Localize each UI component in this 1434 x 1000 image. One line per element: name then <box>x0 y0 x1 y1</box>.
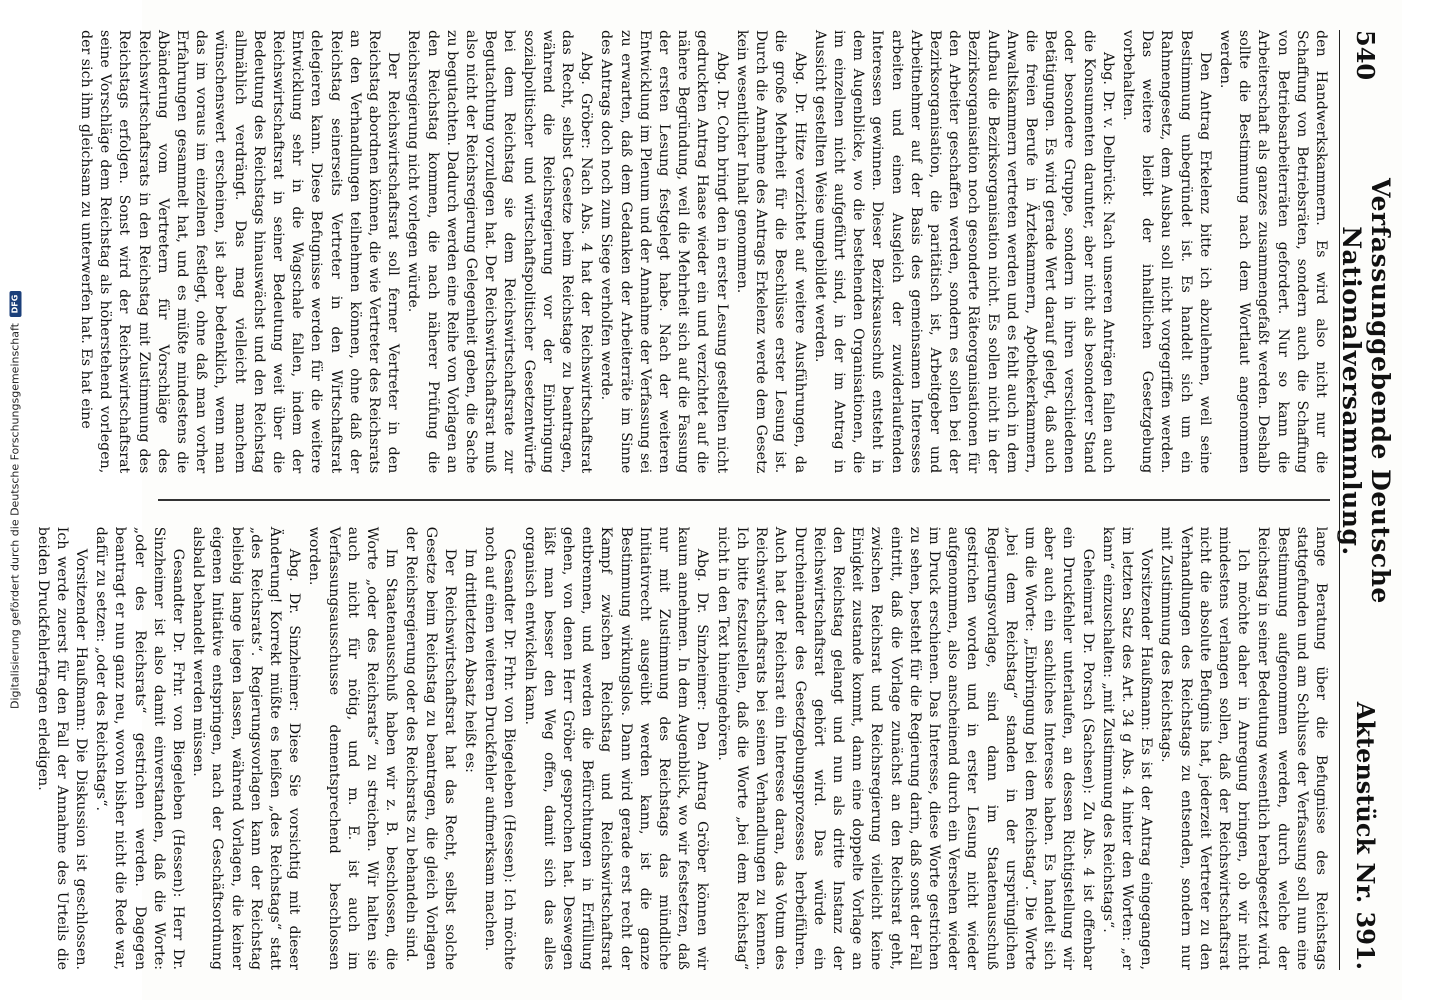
page-number: 540 <box>1351 30 1381 81</box>
paragraph: Abg. Dr. Hitze verzichtet auf weitere Ausführungen, da die große Mehrheit für die Beschlüsse erster Lesung ist. Durch die Annahme des Antrags Erkelenz werde dem Gesetz kein wesentlicher Inhalt genommen. <box>733 30 808 474</box>
paragraph: Gesandter Dr. Frhr. von Biegeleben (Hessen): Ich möchte noch auf einen weiteren Druckfehler aufmerksam machen. <box>482 526 518 970</box>
paragraph: Im Staatenausschuß haben wir z. B. beschlossen, die Worte „oder des Reichsrats“ zu streichen. Wir halten sie auch nicht für nötig, und m. E. ist auch im Verfassungsausschusse dementsprechend beschlossen worden. <box>306 526 400 970</box>
paragraph: Ich möchte daher in Anregung bringen, ob wir nicht mindestens verlangen sollen, daß der Reichswirtschaftsrat nicht die absolute Befugnis hat, jederzeit Vertreter zu den Verhandlungen des Reichstags zu entsenden, sondern nur mit Zustimmung des Reichstags. <box>1158 526 1252 970</box>
document-id: Aktenstück Nr. 391. <box>1351 701 1381 970</box>
paragraph: Abg. Dr. Cohn bringt den in erster Lesung gestellten nicht gedruckten Antrag Haase wieder ein und verzichtet auf die nähere Begründung, weil die Mehrheit sich auf die Fassung der ersten Lesung festgelegt habe. Nach der weiteren Entwicklung im Plenum und der Annahme der Verfassung sei zu erwarten, daß dem Gedanken der Arbeiterräte im Sinne des Antrags doch noch zum Siege verholfen werde. <box>598 30 730 474</box>
paragraph: Abg. Dr. Sinzheimer: Diese Sie vorsichtig mit dieser Änderung! Korrekt müßte es heißen „des Reichstags“ statt „des Reichsrats“. Regierungsvorlagen kann der Reichstag beliebig lange liegen lassen, während Vorlagen, die keiner eigenen Initiative entspringen, nach der Geschäftsordnung alsbald behandelt werden müssen. <box>190 526 303 970</box>
paragraph: Abg. Gröber: Nach Abs. 4 hat der Reichswirtschaftsrat das Recht, selbst Gesetze beim Reichstage zu beantragen, während die Reichsregierung vor der Einbringung sozialpolitischer und wirtschaftspolitischer Gesetzentwürfe bei dem Reichstag sie dem Reichswirtschaftsrate zur Begutachtung vorzulegen hat. Der Reichswirtschaftsrat muß also nicht der Reichsregierung Gelegenheit geben, die Sache zu begutachten. Dadurch werden eine Reihe von Vorlagen an den Reichstag kommen, die nach näherer Prüfung die Reichsregierung nicht vorlegen würde. <box>405 30 595 474</box>
credit-text: Digitalisierung gefördert durch die Deutsche Forschungsgemeinschaft <box>8 323 22 709</box>
paragraph: Im drittletzten Absatz heißt es: <box>462 548 479 773</box>
text-columns <box>34 30 1330 970</box>
paragraph: den Handwerkskammern. Es wird also nicht nur die Schaffung von Betriebsräten, sondern auch die Schaffung von Betriebsarbeiterräten gefordert. Nur so kann die Arbeiterschaft als ganzes zusammengefaßt werden. Deshalb sollte die Bestimmung nach dem Wortlaut angenommen werden. <box>1216 30 1329 474</box>
dfg-logo: DFG <box>9 291 21 317</box>
page-header <box>1337 30 1395 970</box>
right-column <box>34 526 1330 970</box>
paragraph: Geheimrat Dr. Porsch (Sachsen): Zu Abs. 4 ist offenbar ein Druckfehler unterlaufen, an dessen Richtigstellung wir aber auch ein sachliches Interesse haben. Es handelt sich um die Worte: „Einbringung bei dem Reichstag“. Die Worte „bei dem Reichstag“ standen in der ursprünglichen Regierungsvorlage, sind dann im Staatenausschuß gestrichen worden und in erster Lesung nicht wieder aufgenommen, also anscheinend durch ein Versehen wieder im Druck erschienen. Das Interesse, diese Worte gestrichen zu sehen, besteht für die Regierung darin, daß sonst der Fall eintritt, daß die Vorlage zunächst an den Reichsrat geht, zwischen Reichsrat und Reichsregierung vielleicht keine Einigkeit zustande kommt, dann eine doppelte Vorlage an den Reichstag gelangt und nun als dritte Instanz der Reichswirtschaftsrat gehört wird. Das würde ein Durcheinander des Gesetzgebungsprozesses herbeiführen. Auch hat der Reichsrat ein Interesse daran, das Votum des Reichswirtschaftsrats bei seinen Verhandlungen zu kennen. Ich bitte festzustellen, daß die Worte „bei dem Reichstag“ nicht in den Text hineingehören. <box>714 526 1096 970</box>
paragraph: Der Reichswirtschaftsrat hat das Recht, selbst solche Gesetze beim Reichstag zu beantragen, die gleich Vorlagen der Reichsregierung oder des Reichsrats zu behandeln sind. <box>403 526 458 970</box>
running-head: Verfassunggebende Deutsche Nationalversammlung. <box>1337 178 1395 604</box>
paragraph: Vorsitzender Haußmann: Die Diskussion ist geschlossen. Ich werde zuerst für den Fall der Annahme des Urteils die beiden Druckfehlerfragen erledigen. <box>34 526 89 970</box>
paragraph: Abg. Dr. Sinzheimer: Den Antrag Gröber können wir kaum annehmen. In dem Augenblick, wo wir festsetzen, daß nur mit Zustimmung des Reichstags das mündliche Initiativrecht ausgeübt werden kann, ist die ganze Bestimmung wirkungslos. Dann wird gerade erst recht der Kampf zwischen Reichstag und Reichswirtschaftsrat entbrennen, und werden die Befürchtungen in Erfüllung gehen, von denen Herr Gröber gesprochen hat. Deswegen läßt man besser den Weg offen, damit sich das alles organisch entwickeln kann. <box>521 526 711 970</box>
scanned-page-area <box>34 0 1434 1000</box>
left-column <box>78 30 1330 474</box>
paragraph: Abg. Dr. v. Delbrück: Nach unseren Anträgen fallen auch die Konsumenten darunter, aber nicht als besonderer Stand oder besondere Gruppe, sondern in ihren verschiedenen Betätigungen. Es wird gerade Wert darauf gelegt, daß auch die freien Berufe in Ärztekammern, Apothekerkammern, Anwaltskammern vertreten werden und es fehlt auch in dem Aufbau die Bezirksorganisation nicht. Es sollen nicht in der Bezirksorganisation noch gesonderte Räteorganisationen für den Arbeiter geschaffen werden, sondern es sollen bei der Bezirksorganisation, die paritätisch ist, Arbeitgeber und Arbeitnehmer auf der Basis des gemeinsamen Interesses arbeiten und einen Ausgleich der zuwiderlaufenden Interessen gewinnen. Dieser Bezirksausschuß entsteht in dem Augenblicke, wo die bestehenden Organisationen, die im einzelnen nicht aufgeführt sind, in der im Antrag in Aussicht gestellten Weise umgebildet werden. <box>811 30 1116 474</box>
paragraph: Der Reichswirtschaftsrat soll ferner Vertreter in den Reichstag abordnen können, die wie Vertreter des Reichsrats an den Verhandlungen teilnehmen können, ohne daß der Reichstag seinerseits Vertreter in den Wirtschaftsrat delegieren kann. Diese Befugnisse werden für die weitere Entwicklung sehr in die Wagschale fallen, indem der Reichswirtschaftsrat in seiner Bedeutung weit über die Bedeutung des Reichstags hinauswächst und den Reichstag allmählich verdrängt. Das mag vielleicht manchem wünschenswert erscheinen, ist aber bedenklich, wenn man das im voraus im einzelnen festlegt, ohne daß man vorher Erfahrungen gesammelt hat, und es müßte mindestens die Abänderung vom Vertretern für Vorschläge des Reichswirtschaftsrats in den Reichstag mit Zustimmung des Reichstags erfolgen. Sonst wird der Reichswirtschaftsrat seine Vorschläge dem Reichstag als höherstehend vorlegen, der sich ihm gleichsam zu unterwerfen hat. Es hat eine <box>78 30 402 474</box>
paragraph: Vorsitzender Haußmann: Es ist der Antrag eingegangen, im letzten Satz des Art. 34 g Abs. 4 hinter den Worten: „er kann“ einzuschalten: „mit Zustimmung des Reichstags“. <box>1099 526 1155 970</box>
column-rule <box>158 499 1330 501</box>
paragraph: lange Beratung über die Befugnisse des Reichstags stattgefunden und am Schlusse der Verfassung soll nun eine Bestimmung aufgenommen werden, durch welche der Reichstag in seiner Bedeutung wesentlich herabgesetzt wird. <box>1255 526 1329 970</box>
digitization-credit <box>4 6 26 994</box>
document-page <box>34 0 1402 1000</box>
paragraph: Den Antrag Erkelenz bitte ich abzulehnen, weil seine Bestimmung unbegründet ist. Es handelt sich um ein Rahmengesetz, dem Ausbau soll nicht vorgegriffen werden. Das weitere bleibt der inhaltlichen Gesetzgebung vorbehalten. <box>1119 30 1213 474</box>
paragraph: Gesandter Dr. Frhr. von Biegeleben (Hessen): Herr Dr. Sinzheimer ist also damit einverstanden, daß die Worte: „oder des Reichsrats“ gestrichen werden. Dagegen beantragt er nun ganz neu, wovon bisher nicht die Rede war, dafür zu setzen: „oder des Reichstags“. <box>93 526 187 970</box>
